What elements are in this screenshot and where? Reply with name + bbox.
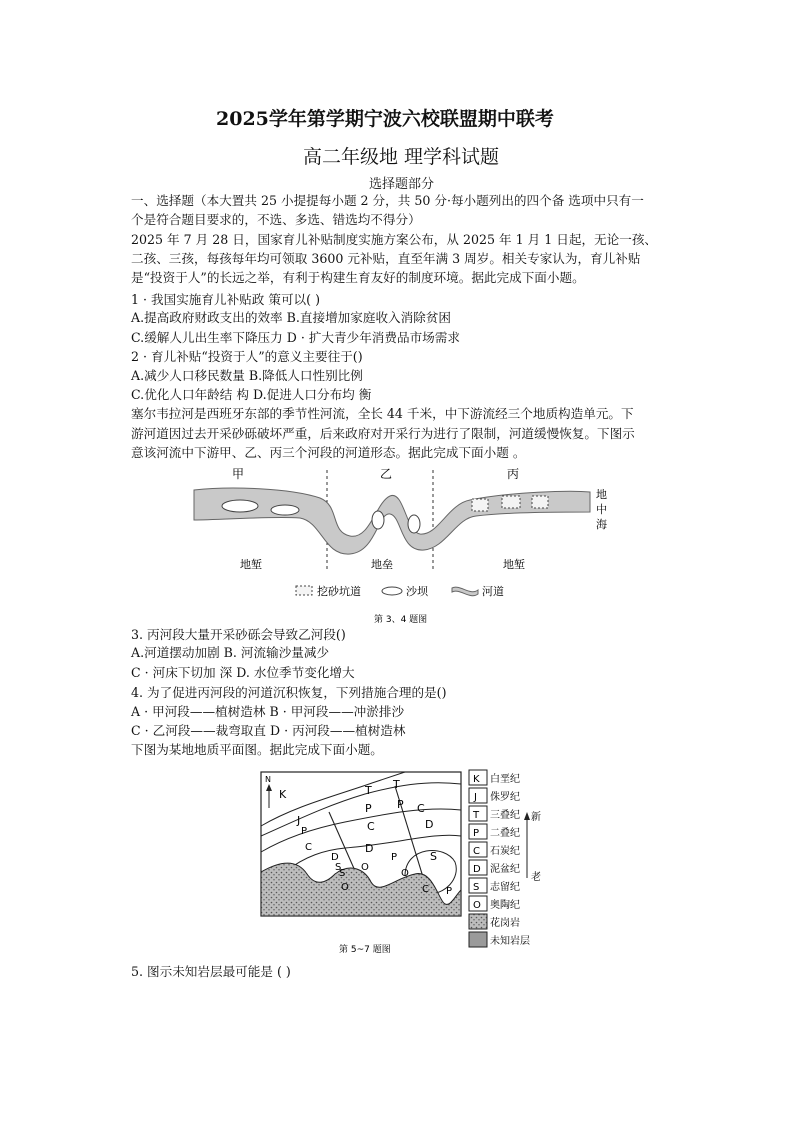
legend-name: 奥陶纪 (490, 900, 520, 911)
mining-pit (502, 496, 520, 508)
legend-code: D (473, 864, 481, 875)
question-4: 4. 为了促进丙河段的河道沉积恢复，下列措施合理的是() (131, 685, 447, 700)
unit-label: 地堑 (503, 558, 525, 571)
sea-label: 中 (596, 503, 607, 516)
text-line: 个是符合题目要求的，不选、多选、错选均不得分） (131, 212, 421, 227)
option-line: A.河道摆动加剧 B. 河流输沙量减少 (131, 645, 330, 660)
map-label: D (331, 852, 339, 863)
sandbar (271, 505, 299, 515)
legend-code: K (473, 774, 480, 785)
section-label-bing: 丙 (507, 467, 520, 481)
text-line: 游河道因过去开采砂砾破坏严重，后来政府对开采行为进行了限制，河道缓慢恢复。下图示 (131, 426, 635, 441)
legend-name: 侏罗纪 (490, 792, 520, 803)
map-label: K (279, 788, 287, 801)
new-label: 新 (531, 812, 541, 823)
legend-name: 三叠纪 (490, 810, 520, 821)
text-line: 一、选择题（本大置共 25 小提提每小题 2 分，共 50 分·每小题列出的四个备 选项中只有一 (131, 193, 644, 208)
text-line: 塞尔韦拉河是西班牙东部的季节性河流，全长 44 千米，中下游流经三个地质构造单元。下 (131, 406, 634, 421)
unit-label: 地堑 (240, 558, 262, 571)
map-label: C (422, 884, 429, 895)
text-line: 意该河流中下游甲、乙、丙三个河段的河道形态。据此完成下面小题 。 (131, 445, 526, 460)
map-label: D (425, 818, 434, 831)
map-label: T (393, 778, 400, 791)
mining-pit (532, 496, 548, 508)
question-3: 3. 丙河段大量开采砂砾会导致乙河段() (131, 627, 346, 642)
text-line: 下图为某地地质平面图。据此完成下面小题。 (131, 742, 383, 757)
legend-name: 志留纪 (490, 882, 520, 893)
sandbar (372, 511, 384, 529)
legend-name: 白垩纪 (490, 774, 520, 785)
option-line: A.提高政府财政支出的效率 B.直接增加家庭收入消除贫困 (131, 310, 452, 325)
section-label-yi: 乙 (380, 467, 393, 481)
option-line: C.优化人口年龄结 构 D.促进人口分布均 衡 (131, 387, 372, 402)
question-1: 1 · 我国实施育儿补贴政 策可以( ) (131, 292, 320, 307)
exam-title: 2025学年第学期宁波六校联盟期中联考 (216, 108, 554, 130)
map-label: O (361, 862, 369, 873)
legend-code: S (473, 882, 480, 893)
map-label: C (367, 820, 375, 833)
legend-code: O (473, 900, 481, 911)
section-heading: 选择题部分 (369, 177, 435, 192)
sea-label: 海 (596, 518, 607, 531)
option-line: A · 甲河段——植树造林 B · 甲河段——冲淤排沙 (131, 704, 405, 719)
legend-name: 花岗岩 (490, 918, 520, 929)
river-channel (194, 488, 590, 554)
geologic-map-figure (255, 766, 555, 962)
map-label: S (430, 850, 437, 863)
sea-label: 地 (596, 488, 607, 501)
map-label: O (401, 868, 409, 879)
strata-legend (469, 770, 530, 947)
option-line: C · 河床下切加 深 D. 水位季节变化增大 (131, 665, 355, 680)
legend-channel-swatch (452, 587, 478, 596)
figure-caption: 第 3、4 题图 (374, 615, 428, 625)
map-label: P (446, 886, 453, 897)
legend-granite-swatch (469, 914, 487, 929)
sandbar (222, 500, 258, 512)
legend-sandbar-swatch (382, 587, 402, 595)
sandbar (408, 515, 420, 533)
map-label: P (301, 826, 308, 837)
text-line: 是“投资于人”的长远之举，有利于构建生育友好的制度环境。据此完成下面小题。 (131, 270, 585, 285)
mining-pit (472, 499, 488, 511)
legend-box (469, 788, 487, 803)
question-2: 2 · 育儿补贴“投资于人”的意义主要往于() (131, 349, 363, 364)
map-label: P (365, 802, 372, 815)
text-line: 2025 年 7 月 28 日，国家育儿补贴制度实施方案公布，从 2025 年 1 月 1 日起，无论一孩、 (131, 232, 658, 247)
text-line: 二孩、三孩，每孩每年均可领取 3600 元补贴，直至年满 3 周岁。相关专家认为，育儿补贴 (131, 251, 641, 266)
map-label: C (305, 842, 312, 853)
legend-mining-pit-swatch (296, 586, 312, 595)
legend-channel: 河道 (482, 585, 504, 598)
legend-name: 石炭纪 (490, 846, 520, 857)
legend-mining-pit: 挖砂坑道 (317, 585, 361, 598)
map-label: P (397, 798, 404, 811)
legend-code: P (473, 828, 480, 839)
figure-caption: 第 5~7 题图 (339, 945, 391, 955)
map-label: P (391, 852, 398, 863)
legend-name: 泥盆纪 (490, 864, 520, 875)
legend-code: C (473, 846, 480, 857)
unit-label: 地垒 (371, 558, 393, 571)
option-line: A.减少人口移民数量 B.降低人口性别比例 (131, 368, 363, 383)
legend-name: 未知岩层 (490, 936, 530, 947)
legend-name: 二叠纪 (490, 828, 520, 839)
north-label: N (265, 775, 271, 784)
river-channel-figure (180, 462, 640, 632)
legend-sandbar: 沙坝 (406, 585, 428, 598)
map-label: D (365, 842, 374, 855)
map-label: S (339, 868, 346, 879)
old-label: 老 (531, 872, 541, 883)
exam-subtitle: 高二年级地 理学科试题 (303, 146, 500, 168)
map-label: J (297, 814, 301, 827)
option-line: C.缓解人儿出生率下降压力 D · 扩大青少年消费品市场需求 (131, 330, 460, 345)
map-label: O (341, 882, 349, 893)
map-label: S (335, 862, 342, 873)
option-line: C · 乙河段——裁弯取直 D · 丙河段——植树造林 (131, 723, 406, 738)
section-label-jia: 甲 (232, 467, 245, 481)
map-label: T (365, 784, 372, 797)
legend-code: J (474, 792, 477, 803)
map-label: C (417, 802, 425, 815)
legend-unknown-swatch (469, 932, 487, 947)
question-5: 5. 图示未知岩层最可能是 ( ) (131, 964, 291, 979)
age-arrow-head (524, 812, 530, 820)
legend-code: T (473, 810, 480, 821)
